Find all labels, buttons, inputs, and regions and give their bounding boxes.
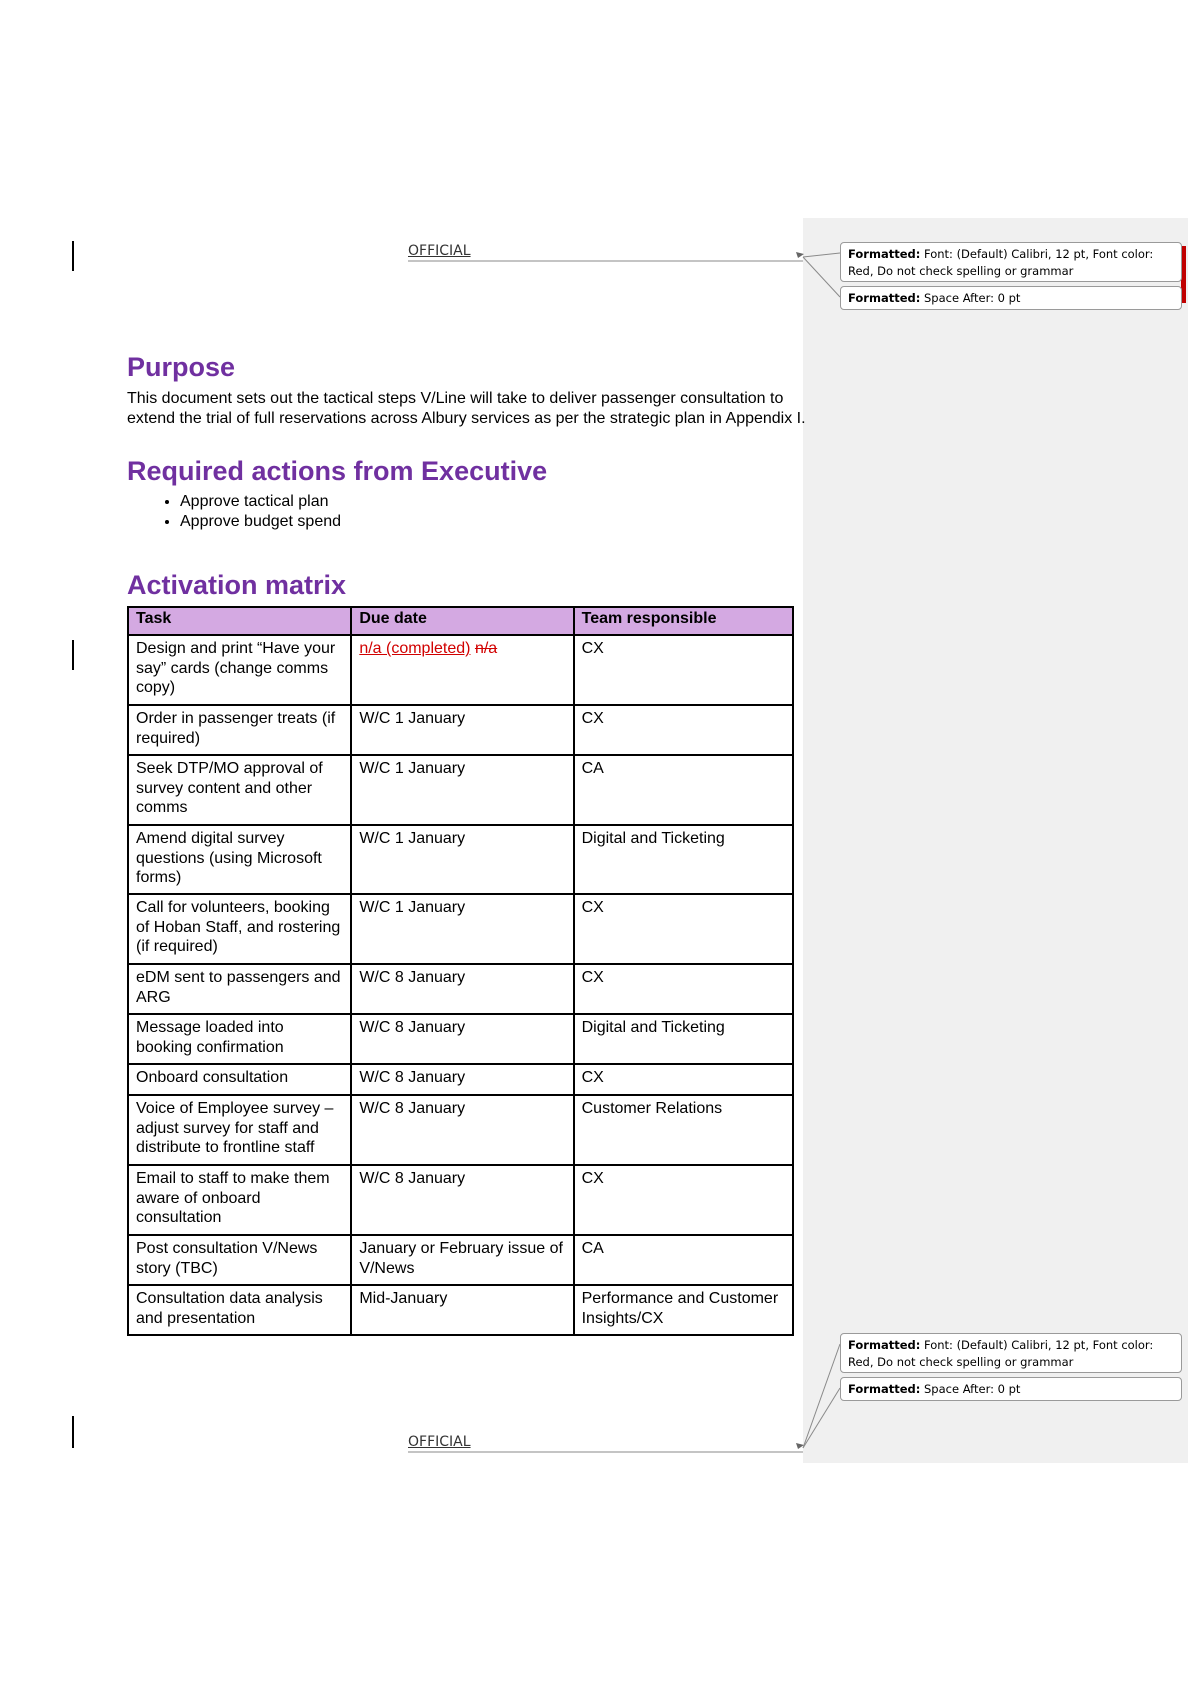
table-row (128, 635, 793, 705)
task-cell: Order in passenger treats (if required) (128, 705, 351, 755)
table-row (128, 705, 793, 755)
comment-balloon-footer-spacing[interactable]: Formatted: Space After: 0 pt (840, 1377, 1182, 1401)
header-connector-1 (803, 253, 840, 257)
table-row (128, 825, 793, 894)
action-item: • Approve tactical plan (180, 492, 341, 512)
column-header-task: Task (128, 607, 351, 635)
table-row (128, 1165, 793, 1235)
table-row (128, 894, 793, 964)
task-cell: Amend digital survey questions (using Microsoft forms) (128, 825, 351, 894)
due-date-cell: W/C 8 January (351, 1064, 573, 1095)
task-cell: Seek DTP/MO approval of survey content and other comms (128, 755, 351, 825)
task-cell: Call for volunteers, booking of Hoban Staff, and rostering (if required) (128, 894, 351, 964)
team-cell: CX (574, 1165, 793, 1235)
due-date-cell: W/C 8 January (351, 1095, 573, 1165)
table-row (128, 1095, 793, 1165)
deleted-text: n/a (474, 640, 498, 657)
task-cell: Onboard consultation (128, 1064, 351, 1095)
due-date-cell: January or February issue of V/News (351, 1235, 573, 1285)
header-classification: OFFICIAL (408, 243, 471, 259)
comment-balloon-header-spacing[interactable]: Formatted: Space After: 0 pt (840, 286, 1182, 310)
team-cell: Customer Relations (574, 1095, 793, 1165)
task-cell: Voice of Employee survey – adjust survey for staff and distribute to frontline staff (128, 1095, 351, 1165)
team-cell: CX (574, 1064, 793, 1095)
table-row (128, 1235, 793, 1285)
team-cell: CX (574, 894, 793, 964)
table-row (128, 1014, 793, 1064)
header-connector-2 (803, 257, 840, 297)
due-date-cell: W/C 8 January (351, 1165, 573, 1235)
task-cell: Email to staff to make them aware of onboard consultation (128, 1165, 351, 1235)
inserted-text: n/a (completed) (359, 640, 471, 657)
team-cell: CX (574, 705, 793, 755)
header-anchor-arrow (796, 252, 804, 258)
task-cell: Consultation data analysis and presentation (128, 1285, 351, 1335)
team-cell: CA (574, 755, 793, 825)
comment-balloon-header-font[interactable]: Formatted: Font: (Default) Calibri, 12 pt, Font color: Red, Do not check spelling or grammar (840, 242, 1182, 282)
team-cell: CX (574, 964, 793, 1014)
task-cell: Message loaded into booking confirmation (128, 1014, 351, 1064)
footer-anchor-arrow (796, 1443, 804, 1449)
due-date-cell: W/C 1 January (351, 825, 573, 894)
table-row (128, 964, 793, 1014)
actions-heading: Required actions from Executive (127, 456, 548, 486)
column-header-team: Team responsible (574, 607, 793, 635)
task-cell: Design and print “Have your say” cards (change comms copy) (128, 635, 351, 705)
actions-list (127, 492, 341, 531)
table-row (128, 1285, 793, 1335)
due-date-cell (351, 635, 573, 705)
task-cell: eDM sent to passengers and ARG (128, 964, 351, 1014)
table-row (128, 1064, 793, 1095)
due-date-cell: Mid-January (351, 1285, 573, 1335)
footer-connector-1 (803, 1344, 840, 1448)
purpose-body: This document sets out the tactical steps V/Line will take to deliver passenger consultation to extend the trial of full reservations across Albury services as per the strategic plan in Appendix I. (127, 390, 806, 427)
team-cell: Performance and Customer Insights/CX (574, 1285, 793, 1335)
due-date-cell: W/C 1 January (351, 755, 573, 825)
matrix-heading: Activation matrix (127, 570, 347, 600)
column-header-due-date: Due date (351, 607, 573, 635)
team-cell: CA (574, 1235, 793, 1285)
purpose-heading: Purpose (127, 352, 236, 382)
task-cell: Post consultation V/News story (TBC) (128, 1235, 351, 1285)
activation-matrix-table (127, 606, 794, 1336)
due-date-cell: W/C 8 January (351, 964, 573, 1014)
team-cell: CX (574, 635, 793, 705)
team-cell: Digital and Ticketing (574, 1014, 793, 1064)
action-item: • Approve budget spend (180, 512, 341, 532)
table-row (128, 755, 793, 825)
comment-balloon-footer-font[interactable]: Formatted: Font: (Default) Calibri, 12 pt, Font color: Red, Do not check spelling or grammar (840, 1333, 1182, 1373)
due-date-cell: W/C 1 January (351, 894, 573, 964)
team-cell: Digital and Ticketing (574, 825, 793, 894)
due-date-cell: W/C 1 January (351, 705, 573, 755)
due-date-cell: W/C 8 January (351, 1014, 573, 1064)
table-header-row (128, 607, 793, 635)
footer-classification: OFFICIAL (408, 1434, 471, 1450)
